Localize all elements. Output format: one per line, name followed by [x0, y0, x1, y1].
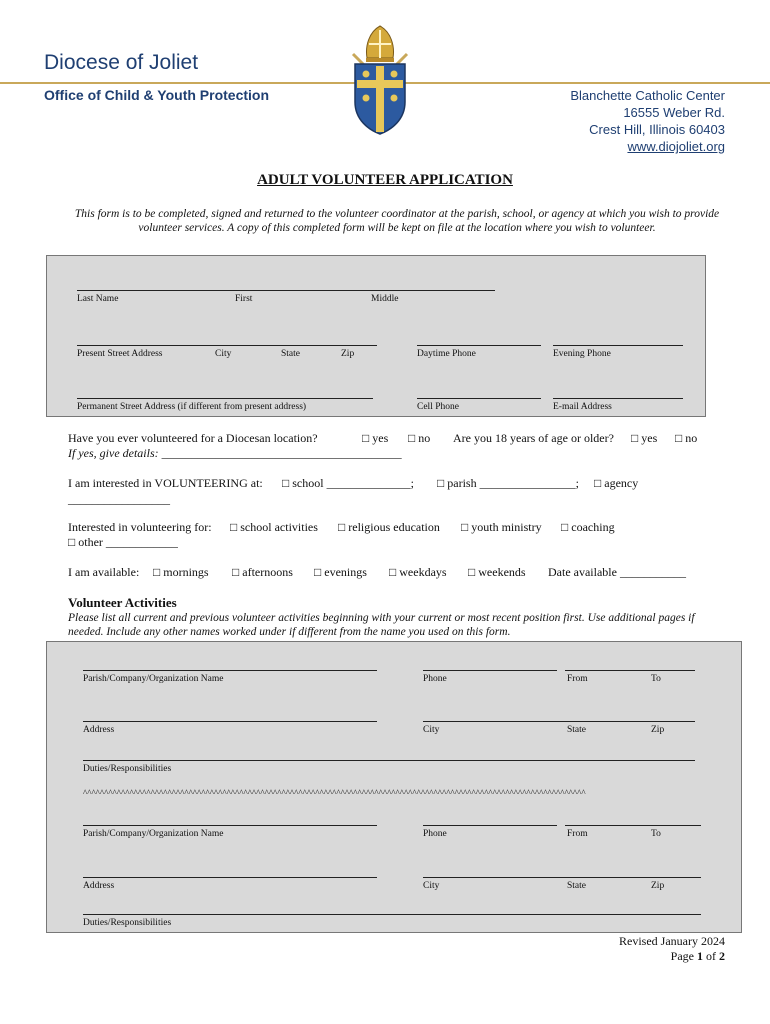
office-name: Office of Child & Youth Protection [44, 87, 270, 103]
coaching-option[interactable] [561, 520, 615, 535]
page-prefix: Page [670, 949, 697, 963]
duties-label: Duties/Responsibilities [83, 764, 172, 774]
agency-option[interactable] [594, 476, 638, 491]
zip-label: Zip [651, 725, 665, 735]
youth-ministry-option[interactable] [461, 520, 542, 535]
volunteered-before-question: Have you ever volunteered for a Diocesan location? [68, 431, 318, 445]
checkbox-icon[interactable]: □ [389, 565, 400, 579]
cell-phone-label: Cell Phone [417, 402, 459, 412]
age-yes-option[interactable] [631, 431, 657, 446]
from-label: From [567, 674, 588, 684]
no-label: no [685, 431, 698, 445]
state-label: State [567, 725, 586, 735]
volunteer-activities-instructions: Please list all current and previous volunteer activities beginning with your current or most recent position first. Use additional pages if needed. Include any other names worked under if different from the name you used on this form. [68, 612, 695, 638]
volunteer-activities-heading: Volunteer Activities [68, 595, 177, 610]
weekends-option[interactable] [468, 565, 526, 580]
religious-education-option[interactable] [338, 520, 440, 535]
youth-ministry-label: youth ministry [471, 520, 542, 534]
checkbox-icon[interactable]: □ [314, 565, 325, 579]
coaching-label: coaching [571, 520, 615, 534]
age-18-question: Are you 18 years of age or older? [453, 431, 614, 445]
org-name-label: Parish/Company/Organization Name [83, 674, 224, 684]
email-label: E-mail Address [553, 402, 612, 412]
volunteer-activities-box [46, 641, 742, 933]
page-total: 2 [719, 949, 725, 963]
city-label: City [215, 349, 232, 359]
mornings-option[interactable] [153, 565, 209, 580]
no-label: no [418, 431, 431, 445]
address-label: Address [83, 725, 115, 735]
address-label: Address [83, 881, 115, 891]
checkbox-icon[interactable]: □ [230, 520, 241, 534]
checkbox-icon[interactable]: □ [362, 431, 373, 445]
phone-label: Phone [423, 674, 447, 684]
evenings-option[interactable] [314, 565, 367, 580]
first-name-label: First [235, 294, 253, 304]
weekdays-option[interactable] [389, 565, 447, 580]
diocese-crest-icon [345, 24, 415, 136]
checkbox-icon[interactable]: □ [461, 520, 472, 534]
city-state-zip-field-1[interactable] [423, 721, 695, 722]
daytime-phone-label: Daytime Phone [417, 349, 476, 359]
parish-option[interactable] [437, 476, 579, 491]
checkbox-icon[interactable]: □ [338, 520, 349, 534]
state-label: State [281, 349, 300, 359]
website-link[interactable]: www.diojoliet.org [627, 139, 725, 154]
page-current: 1 [697, 949, 703, 963]
revised-date: Revised January 2024 [619, 934, 725, 948]
other-label: other ____________ [78, 535, 178, 549]
from-label: From [567, 829, 588, 839]
form-intro: This form is to be completed, signed and returned to the volunteer coordinator at the parish, school, or agency at which you wish to provide volunteer services. A copy of this completed form will be kept on file at the location where you wish to volunteer. [74, 208, 720, 234]
weekends-label: weekends [478, 565, 526, 579]
name-field[interactable] [77, 290, 495, 291]
org-name-label: Parish/Company/Organization Name [83, 829, 224, 839]
checkbox-icon[interactable]: □ [68, 535, 79, 549]
evening-phone-label: Evening Phone [553, 349, 611, 359]
parish-label: parish ________________; [447, 476, 579, 490]
org-name-field-2[interactable] [83, 825, 377, 826]
other-option[interactable] [68, 535, 178, 550]
agency-label: agency [604, 476, 639, 490]
city-label: City [423, 881, 440, 891]
to-label: To [651, 829, 661, 839]
school-option[interactable] [282, 476, 414, 491]
address-line-3: Crest Hill, Illinois 60403 [589, 122, 725, 137]
email-field[interactable] [553, 398, 683, 399]
present-address-label: Present Street Address [77, 349, 163, 359]
date-available-field[interactable]: Date available ___________ [548, 565, 686, 579]
school-activities-option[interactable] [230, 520, 318, 535]
checkbox-icon[interactable]: □ [408, 431, 419, 445]
from-to-field-1[interactable] [565, 670, 695, 671]
school-label: school ______________; [292, 476, 414, 490]
school-activities-label: school activities [240, 520, 318, 534]
volunteered-yes-option[interactable] [362, 431, 388, 446]
evenings-label: evenings [324, 565, 367, 579]
weekdays-label: weekdays [399, 565, 447, 579]
phone-label: Phone [423, 829, 447, 839]
interested-at-label: I am interested in VOLUNTEERING at: [68, 476, 263, 490]
page-footer [619, 934, 725, 964]
checkbox-icon[interactable]: □ [468, 565, 479, 579]
org-name-field-1[interactable] [83, 670, 377, 671]
checkbox-icon[interactable]: □ [232, 565, 243, 579]
duties-field-1[interactable] [83, 760, 695, 761]
city-state-zip-field-2[interactable] [423, 877, 701, 878]
state-label: State [567, 881, 586, 891]
age-no-option[interactable] [675, 431, 697, 446]
permanent-address-label: Permanent Street Address (if different from present address) [77, 402, 307, 412]
phone-field-2[interactable] [423, 825, 557, 826]
volunteered-no-option[interactable] [408, 431, 430, 446]
zip-label: Zip [341, 349, 355, 359]
checkbox-icon[interactable]: □ [153, 565, 164, 579]
address-line-2: 16555 Weber Rd. [623, 105, 725, 120]
page-of: of [703, 949, 719, 963]
checkbox-icon[interactable]: □ [594, 476, 605, 490]
yes-label: yes [641, 431, 658, 445]
duties-label: Duties/Responsibilities [83, 918, 172, 928]
checkbox-icon[interactable]: □ [437, 476, 448, 490]
last-name-label: Last Name [77, 294, 119, 304]
interested-for-label: Interested in volunteering for: [68, 520, 212, 534]
to-label: To [651, 674, 661, 684]
if-yes-details[interactable]: If yes, give details: ________________________________________ [68, 446, 402, 460]
mornings-label: mornings [163, 565, 209, 579]
available-label: I am available: [68, 565, 140, 579]
city-label: City [423, 725, 440, 735]
entry-separator: ^^^^^^^^^^^^^^^^^^^^^^^^^^^^^^^^^^^^^^^^^^^^^^^^^^^^^^^^^^^^^^^^^^^^^^^^^^^^^^^^^^^^^^^^^^^^^^^^^^^^^^^^^^^^^^^^^^^^^^^ [83, 788, 586, 798]
zip-label: Zip [651, 881, 665, 891]
daytime-phone-field[interactable] [417, 345, 541, 346]
evening-phone-field[interactable] [553, 345, 683, 346]
form-title: ADULT VOLUNTEER APPLICATION [257, 172, 513, 188]
center-address [570, 87, 725, 155]
afternoons-option[interactable] [232, 565, 293, 580]
address-field-2[interactable] [83, 877, 377, 878]
checkbox-icon[interactable]: □ [282, 476, 293, 490]
org-title: Diocese of Joliet [44, 51, 199, 74]
permanent-address-field[interactable] [77, 398, 373, 399]
phone-field-1[interactable] [423, 670, 557, 671]
from-to-field-2[interactable] [565, 825, 701, 826]
checkbox-icon[interactable]: □ [675, 431, 686, 445]
duties-field-2[interactable] [83, 914, 701, 915]
yes-label: yes [372, 431, 389, 445]
address-field-1[interactable] [83, 721, 377, 722]
checkbox-icon[interactable]: □ [631, 431, 642, 445]
present-address-field[interactable] [77, 345, 377, 346]
agency-field[interactable]: _________________ [68, 492, 170, 506]
middle-name-label: Middle [371, 294, 399, 304]
afternoons-label: afternoons [242, 565, 293, 579]
page-number [619, 949, 725, 964]
address-line-1: Blanchette Catholic Center [570, 88, 725, 103]
checkbox-icon[interactable]: □ [561, 520, 572, 534]
cell-phone-field[interactable] [417, 398, 541, 399]
religious-education-label: religious education [348, 520, 440, 534]
personal-info-box [46, 255, 706, 417]
